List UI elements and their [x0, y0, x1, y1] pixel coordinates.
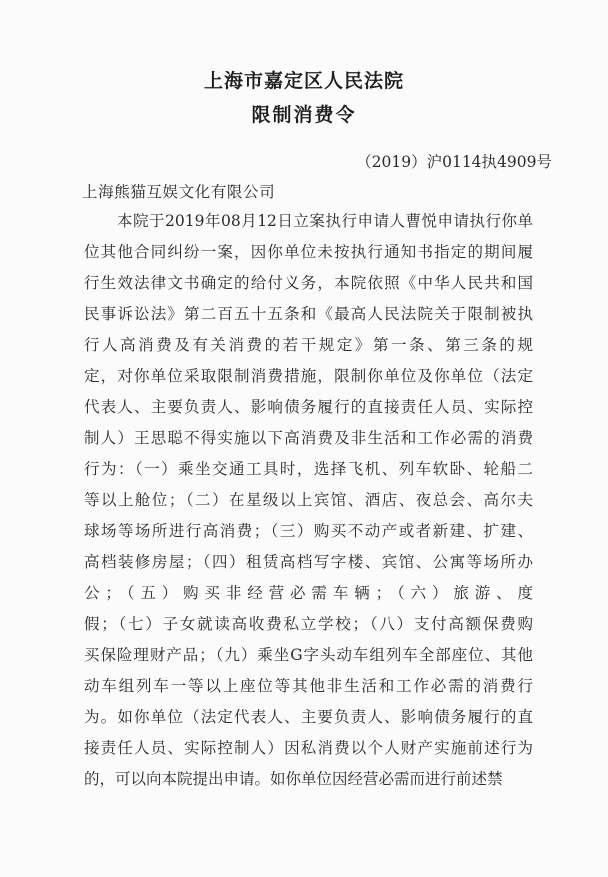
body-line: 行为：（一）乘坐交通工具时，选择飞机、列车软卧、轮船二: [84, 460, 533, 478]
body-line: 公；（五）购买非经营必需车辆；（六）旅游、度: [84, 584, 533, 602]
case-number: （2019）沪0114执4909号: [356, 153, 552, 171]
document-title: 限制消费令: [251, 104, 357, 126]
body-line: 民事诉讼法》第二百五十五条和《最高人民法院关于限制被执: [84, 305, 533, 323]
body-line: 定，对你单位采取限制消费措施，限制你单位及你单位（法定: [84, 367, 533, 385]
body-line: 行生效法律文书确定的给付义务，本院依照《中华人民共和国: [84, 274, 533, 292]
body-line: 高档装修房屋；（四）租赁高档写字楼、宾馆、公寓等场所办: [84, 553, 533, 571]
body-line: 等以上舱位；（二）在星级以上宾馆、酒店、夜总会、高尔夫: [84, 491, 533, 509]
court-name: 上海市嘉定区人民法院: [203, 70, 404, 92]
body-line: 的，可以向本院提出申请。如你单位因经营必需而进行前述禁: [84, 770, 503, 788]
body-line: 假；（七）子女就读高收费私立学校；（八）支付高额保费购: [84, 615, 533, 633]
body-line: 行人高消费及有关消费的若干规定》第一条、第三条的规: [84, 336, 533, 354]
body-line: 代表人、主要负责人、影响债务履行的直接责任人员、实际控: [84, 398, 533, 416]
body-line: 制人）王思聪不得实施以下高消费及非生活和工作必需的消费: [84, 429, 533, 447]
body-line: 买保险理财产品；（九）乘坐G字头动车组列车全部座位、其他: [84, 646, 533, 664]
body-line: 位其他合同纠纷一案，因你单位未按执行通知书指定的期间履: [84, 243, 533, 261]
body-line: 球场等场所进行高消费；（三）购买不动产或者新建、扩建、: [84, 522, 533, 540]
recipient: 上海熊猫互娱文化有限公司: [82, 183, 276, 201]
body-line: 接责任人员、实际控制人）因私消费以个人财产实施前述行为: [84, 739, 533, 757]
body-line: 为。如你单位（法定代表人、主要负责人、影响债务履行的直: [84, 708, 533, 726]
body-line: 本院于2019年08月12日立案执行申请人曹悦申请执行你单: [117, 212, 533, 230]
body-line: 动车组列车一等以上座位等其他非生活和工作必需的消费行: [84, 677, 533, 695]
